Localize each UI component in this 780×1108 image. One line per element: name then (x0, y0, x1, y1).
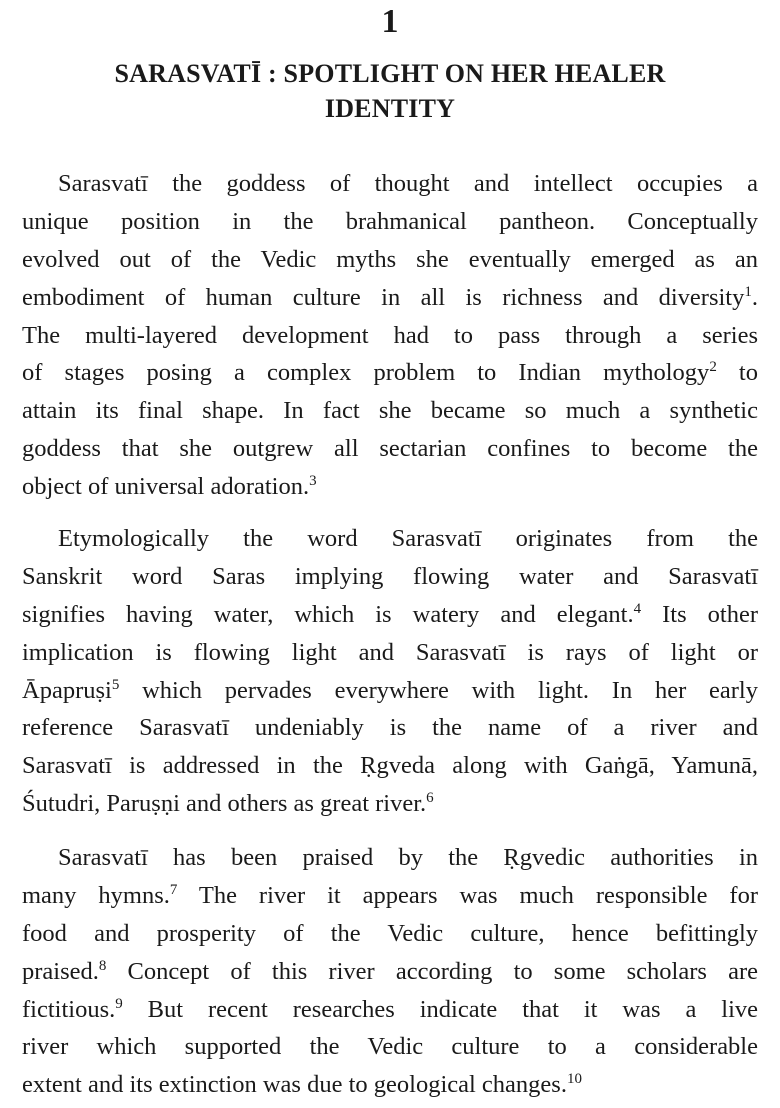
text-line (22, 785, 758, 823)
body-paragraph (22, 165, 758, 506)
footnote-ref: 3 (309, 473, 317, 490)
text-line (22, 392, 758, 430)
text-line (22, 1028, 758, 1066)
footnote-ref: 5 (111, 676, 120, 693)
footnote-ref: 6 (426, 790, 434, 807)
text-line (22, 877, 758, 915)
text-line (22, 468, 758, 506)
body-paragraph (22, 520, 758, 823)
text-line (22, 596, 758, 634)
text-line (22, 317, 758, 355)
line-text: many hymns. (22, 881, 170, 909)
line-text: reference Sarasvatī undeniably is the name of a river and (22, 714, 758, 742)
chapter-title-line: IDENTITY (324, 94, 456, 123)
chapter-number: 1 (381, 3, 399, 40)
line-text: food and prosperity of the Vedic culture, hence befittingly (22, 919, 758, 947)
line-text-after: The river it appears was much responsible for (177, 881, 758, 909)
line-text-after: Its other (641, 600, 758, 628)
line-text: Śutudri, Paruṣṇi and others as great river. (22, 790, 427, 818)
text-line (22, 1066, 758, 1104)
line-text-after: But recent researches indicate that it was a live (122, 995, 758, 1023)
line-text-after: to (716, 359, 758, 387)
text-line (22, 634, 758, 672)
line-text: extent and its extinction was due to geological changes. (22, 1071, 567, 1099)
footnote-ref: 7 (169, 881, 178, 898)
line-text: The multi-layered development had to pass through a series (22, 321, 758, 349)
text-line (22, 241, 758, 279)
text-line (22, 354, 758, 392)
line-text: Sarasvatī is addressed in the Ṛgveda along with Gaṅgā, Yamunā, (22, 752, 758, 780)
body-paragraph (22, 839, 758, 1104)
line-text: Sanskrit word Saras implying flowing water and Sarasvatī (22, 562, 758, 590)
text-line (22, 915, 758, 953)
line-text: attain its final shape. In fact she became so much a synthetic (22, 397, 758, 425)
line-text: Āpapruṣi (22, 676, 112, 704)
line-text: goddess that she outgrew all sectarian confines to become the (22, 435, 758, 463)
text-line (22, 953, 758, 991)
footnote-ref: 2 (709, 359, 717, 376)
line-text: Sarasvatī the goddess of thought and intellect occupies a (58, 170, 758, 197)
line-text: object of universal adoration. (22, 473, 310, 501)
text-line (22, 520, 758, 558)
line-text: embodiment of human culture in all is richness and diversity (22, 283, 745, 311)
line-text: river which supported the Vedic culture to a considerable (22, 1033, 758, 1061)
line-text: signifies having water, which is watery and elegant. (22, 600, 634, 628)
text-line (22, 165, 758, 203)
footnote-ref: 10 (566, 1071, 582, 1088)
line-text: unique position in the brahmanical pantheon. Conceptually (22, 207, 758, 235)
line-text: fictitious. (22, 995, 116, 1023)
text-line (22, 839, 758, 877)
text-line (22, 991, 758, 1029)
text-line (22, 747, 758, 785)
footnote-ref: 8 (98, 957, 107, 974)
line-text: praised. (22, 957, 99, 985)
text-line (22, 203, 758, 241)
line-text: evolved out of the Vedic myths she eventually emerged as an (22, 245, 758, 273)
line-text-after: which pervades everywhere with light. In her early (119, 676, 758, 704)
line-text: implication is flowing light and Sarasvatī is rays of light or (22, 638, 758, 666)
text-line (22, 430, 758, 468)
text-line: embodiment of human culture in all is richness and diversity$^1$. (22, 283, 758, 311)
text-line (22, 672, 758, 710)
line-text: of stages posing a complex problem to Indian mythology (22, 359, 710, 387)
line-text: Sarasvatī has been praised by the Ṛgvedic authorities in (58, 844, 758, 871)
footnote-ref: 4 (633, 600, 642, 617)
chapter-title-line: SARASVATĪ : SPOTLIGHT ON HER HEALER (114, 59, 666, 88)
chapter-title (40, 56, 740, 126)
line-text-after: Concept of this river according to some scholars are (106, 957, 758, 985)
text-line (22, 558, 758, 596)
footnote-ref: 1 (744, 283, 752, 300)
line-text: Etymologically the word Sarasvatī originates from the (58, 525, 758, 552)
footnote-ref: 9 (115, 995, 123, 1012)
text-line (22, 709, 758, 747)
